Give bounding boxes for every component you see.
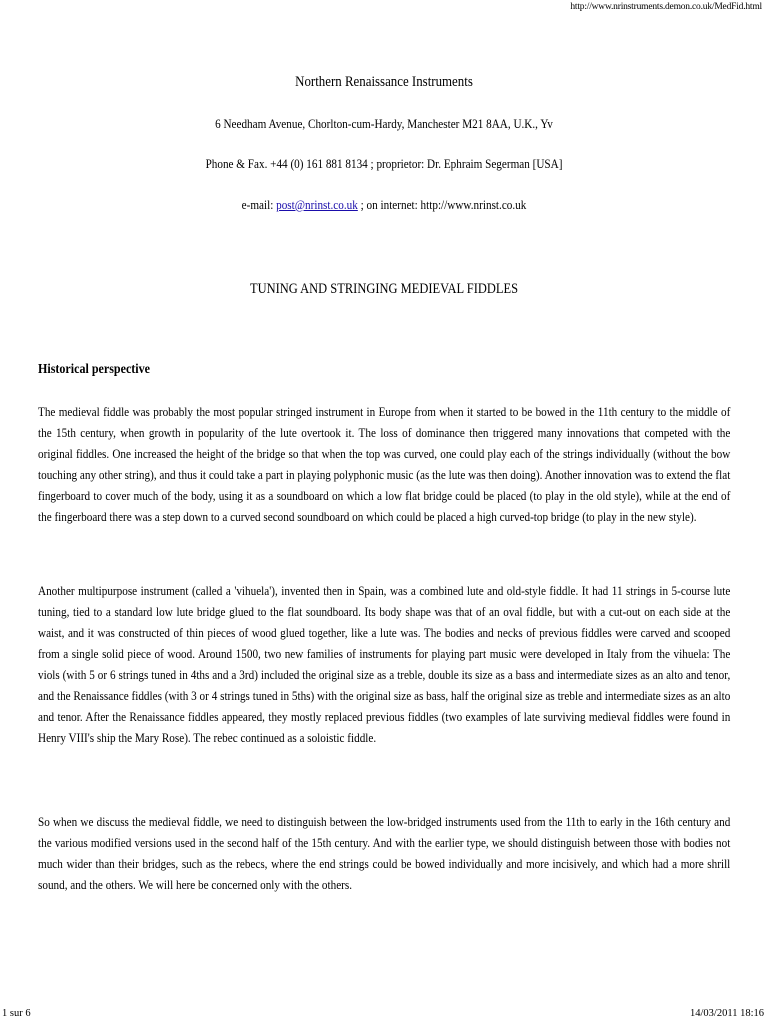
page-url: http://www.nrinstruments.demon.co.uk/MedFid.html (570, 2, 762, 12)
organization-name: Northern Renaissance Instruments (295, 74, 473, 90)
paragraph-3: So when we discuss the medieval fiddle, we need to distinguish between the low-bridged instruments used from the 11th to early in the 16th century and the various modified versions used in the second half of the 15th century. And with the earlier type, we should distinguish between those with bodies not much wider than their bridges, such as the rebecs, where the end strings could be bowed individually and more incisively, and which had a more shrill sound, and the others. We will here be concerned only with the others. (38, 814, 731, 892)
email-link[interactable]: post@nrinst.co.uk (276, 197, 358, 212)
contact-line (54, 197, 714, 213)
section-heading: Historical perspective (38, 362, 151, 377)
page-counter: 1 sur 6 (2, 1008, 31, 1019)
document-title: TUNING AND STRINGING MEDIEVAL FIDDLES (249, 281, 519, 297)
internet-address: ; on internet: http://www.nrinst.co.uk (357, 197, 527, 212)
paragraph-1: The medieval fiddle was probably the most popular stringed instrument in Europe from when it started to be bowed in the 11th century to the middle of the 15th century, when growth in popularity of the lute overtook it. The loss of dominance then triggered many innovations that competed with the original fiddles. One increased the height of the bridge so that when the top was curved, one could play each of the strings individually (without the bow touching any other string), and thus it could take a part in playing polyphonic music (as the lute was then doing). Another innovation was to extend the flat fingerboard to cover much of the body, using it as a soundboard on which a low flat bridge could be placed (to play in the old style), while at the end of the fingerboard there was a step down to a curved second soundboard on which could be placed a high curved-top bridge (to play in the new style). (38, 404, 731, 524)
paragraph-2: Another multipurpose instrument (called a 'vihuela'), invented then in Spain, was a combined lute and old-style fiddle. It had 11 strings in 5-course lute tuning, tied to a standard low lute bridge glued to the flat soundboard. Its body shape was that of an oval fiddle, but with a cut-out on each side at the waist, and it was constructed of thin pieces of wood glued together, like a lute was. The bodies and necks of previous fiddles were carved and scooped from a single solid piece of wood. Around 1500, two new families of instruments for playing part music were developed in Italy from the vihuela: The viols (with 5 or 6 strings tuned in 4ths and a 3rd) included the original size as a treble, double its size as a bass and intermediate sizes as an alto and tenor, and the Renaissance fiddles (with 3 or 4 strings tuned in 5ths) with the original size as bass, half the original size as treble and intermediate sizes as an alto and tenor. After the Renaissance fiddles appeared, they mostly replaced previous fiddles (two examples of late surviving medieval fiddles were found in Henry VIII's ship the Mary Rose). The rebec continued as a soloistic fiddle. (38, 583, 731, 745)
organization-address: 6 Needham Avenue, Chorlton-cum-Hardy, Manchester M21 8AA, U.K., Yv (215, 116, 553, 131)
print-date: 14/03/2011 18:16 (690, 1008, 764, 1019)
organization-phone: Phone & Fax. +44 (0) 161 881 8134 ; proprietor: Dr. Ephraim Segerman [USA] (205, 156, 563, 171)
email-label: e-mail: (241, 197, 277, 212)
